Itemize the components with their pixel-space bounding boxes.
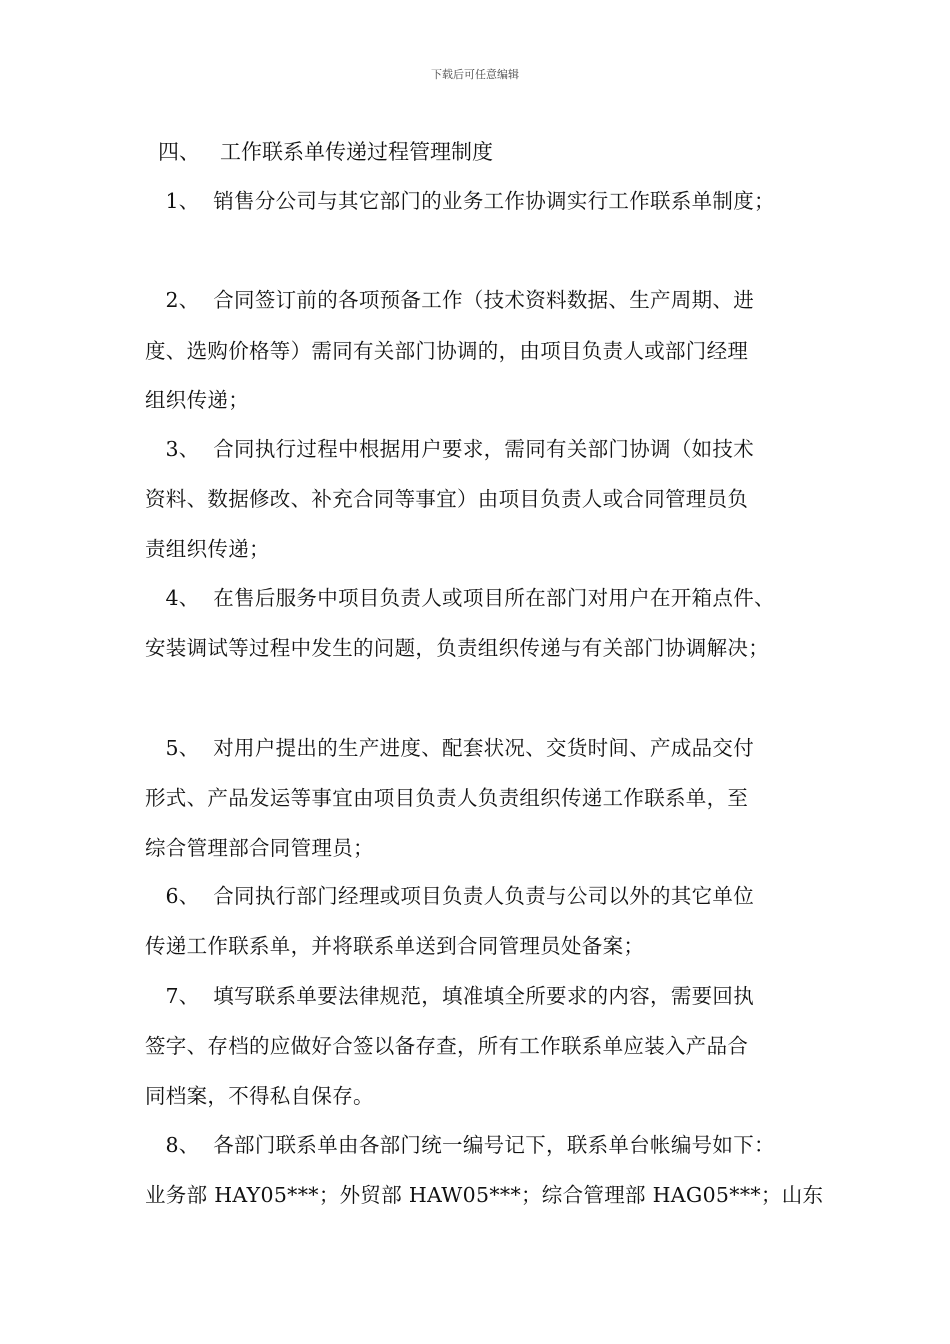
- text-line-11: 形式、产品发运等事宜由项目负责人负责组织传递工作联系单，至: [145, 786, 749, 810]
- text-line-13: 6、 合同执行部门经理或项目负责人负责与公司以外的其它单位: [145, 884, 755, 908]
- text-line-15: 7、 填写联系单要法律规范，填准填全所要求的内容，需要回执: [145, 984, 755, 1008]
- text-line-3: 度、选购价格等）需同有关部门协调的，由项目负责人或部门经理: [145, 339, 749, 363]
- text-line-17: 同档案，不得私自保存。: [145, 1084, 374, 1108]
- text-line-1: 1、 销售分公司与其它部门的业务工作协调实行工作联系单制度；: [145, 189, 775, 213]
- text-line-9: 安装调试等过程中发生的问题，负责组织传递与有关部门协调解决；: [145, 636, 769, 660]
- text-line-6: 资料、数据修改、补充合同等事宜）由项目负责人或合同管理员负: [145, 487, 749, 511]
- text-line-19: 业务部 HAY05***；外贸部 HAW05***；综合管理部 HAG05***；山东: [145, 1183, 824, 1207]
- text-line-14: 传递工作联系单，并将联系单送到合同管理员处备案；: [145, 934, 645, 958]
- text-line-10: 5、 对用户提出的生产进度、配套状况、交货时间、产成品交付: [145, 736, 755, 760]
- text-line-4: 组织传递；: [145, 388, 249, 412]
- text-line-8: 4、 在售后服务中项目负责人或项目所在部门对用户在开箱点件、: [145, 586, 775, 610]
- text-line-16: 签字、存档的应做好合签以备存查，所有工作联系单应装入产品合: [145, 1034, 749, 1058]
- text-line-2: 2、 合同签订前的各项预备工作（技术资料数据、生产周期、进: [145, 288, 755, 312]
- section-title: 四、 工作联系单传递过程管理制度: [158, 140, 494, 164]
- text-line-7: 责组织传递；: [145, 537, 270, 561]
- page-header: 下载后可任意编辑: [431, 68, 519, 81]
- text-line-5: 3、 合同执行过程中根据用户要求，需同有关部门协调（如技术: [145, 437, 755, 461]
- text-line-18: 8、 各部门联系单由各部门统一编号记下，联系单台帐编号如下：: [145, 1133, 775, 1157]
- text-line-12: 综合管理部合同管理员；: [145, 836, 374, 860]
